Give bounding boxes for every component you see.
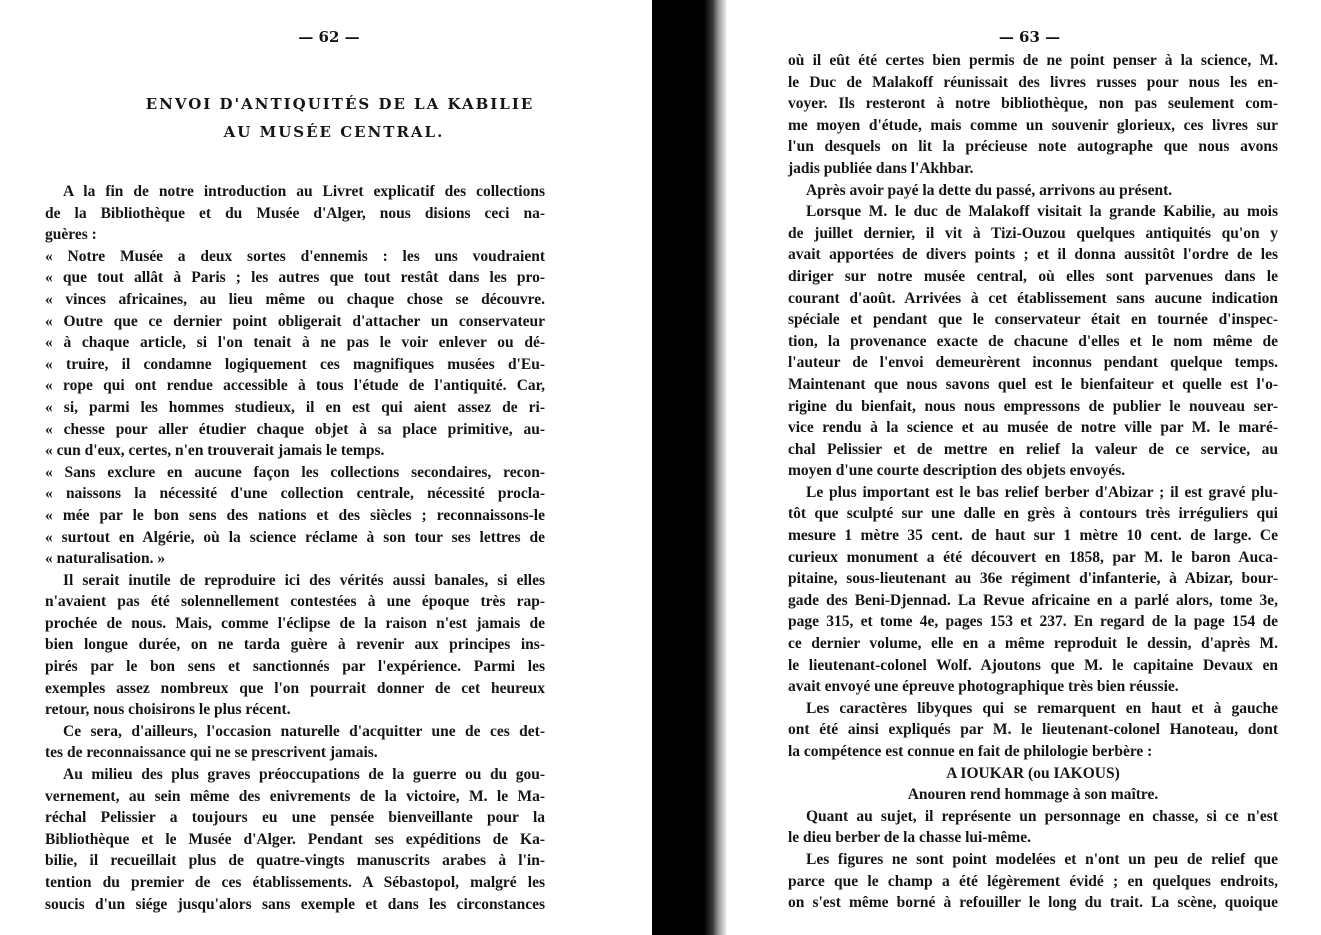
text-line: mesure 1 mètre 35 cent. de haut sur 1 mètre 10 cent. de large. Ce	[788, 527, 1278, 545]
left-page-number: — 62 —	[298, 28, 360, 46]
text-line: de la Bibliothèque et du Musée d'Alger, nous disions ceci na-	[45, 204, 545, 222]
left-page-text	[45, 181, 545, 915]
text-line: moyen d'une courte description des objets envoyés.	[788, 462, 1126, 480]
text-line: Lorsque M. le duc de Malakoff visitait la grande Kabilie, au mois	[806, 203, 1278, 221]
right-page-text	[788, 50, 1278, 914]
text-line: ce dernier volume, elle en a même reproduit le dessin, d'après M.	[788, 635, 1278, 653]
text-line: retour, nous choisirons le plus récent.	[45, 701, 291, 719]
text-line: chal Pelissier et de mettre en relief la valeur de ce service, au	[788, 440, 1278, 458]
text-line: tes de reconnaissance qui ne se prescrivent jamais.	[45, 744, 378, 762]
inscription-translation: Anouren rend hommage à son maître.	[907, 786, 1159, 804]
text-line: pirés par le bon sens et sanctionnés par l'expérience. Parmi les	[45, 658, 545, 676]
text-line: le dieu berber de la chasse lui-même.	[788, 829, 1031, 847]
text-line: avait envoyé une épreuve photographique très bien réussie.	[788, 678, 1179, 696]
text-line: pitaine, sous-lieutenant au 36e régiment d'infanterie, à Abizar, bour-	[788, 570, 1278, 588]
right-page	[726, 0, 1321, 935]
left-page	[0, 0, 652, 935]
text-line: tôt que sculpté sur une dalle en grès à contours très irréguliers qui	[788, 505, 1278, 523]
article-title-line-1: ENVOI D'ANTIQUITÉS DE LA KABILIE	[145, 95, 535, 113]
text-line: on s'est même borné à refouiller le long du trait. La scène, quoique	[788, 894, 1278, 912]
text-line: diriger sur notre musée central, où elles sont parvenues dans le	[788, 267, 1278, 285]
text-line: « naissons la nécessité d'une collection centrale, nécessité procla-	[45, 485, 545, 503]
text-line: le Duc de Malakoff réunissait des livres russes pour nous les en-	[788, 73, 1278, 91]
text-line: soucis d'un siége jusqu'alors sans exemple et dans les circonstances	[45, 895, 545, 913]
book-gutter-shadow	[652, 0, 726, 935]
text-line: Ce sera, d'ailleurs, l'occasion naturelle d'acquitter une de ces det-	[63, 722, 545, 740]
text-line: curieux monument a été découvert en 1858, par M. le baron Auca-	[788, 548, 1278, 566]
text-line: réchal Pelissier a toujours eu une pensée bienveillante pour la	[45, 809, 545, 827]
text-line: rigine du bienfait, nous nous empressons de publier le nouveau ser-	[788, 397, 1278, 415]
text-line: Il serait inutile de reproduire ici des vérités aussi banales, si elles	[63, 571, 545, 589]
text-line: A la fin de notre introduction au Livret explicatif des collections	[63, 183, 545, 200]
text-line: vice rendu à la science et au musée de notre ville par M. le maré-	[788, 419, 1278, 437]
text-line: « cun d'eux, certes, n'en trouverait jamais le temps.	[45, 442, 385, 460]
text-line: « rope qui ont rendue accessible à tous l'étude de l'antiquité. Car,	[45, 377, 545, 395]
text-line: « à chaque article, si l'on tenait à ne pas le voir enlever ou dé-	[45, 334, 545, 352]
text-line: de juillet dernier, il vit à Tizi-Ouzou quelques antiquités qu'on y	[788, 224, 1278, 242]
text-line: « Outre que ce dernier point obligerait d'attacher un conservateur	[45, 312, 545, 330]
article-title-line-2: AU MUSÉE CENTRAL.	[223, 123, 445, 141]
text-line: spéciale et pendant que le conservateur était en tournée d'inspec-	[788, 311, 1278, 329]
text-line: « que tout allât à Paris ; les autres que tout restât dans les pro-	[45, 269, 545, 287]
text-line: Bibliothèque et le Musée d'Alger. Pendant ses expéditions de Ka-	[45, 830, 545, 848]
text-line: « mée par le bon sens des nations et des siècles ; reconnaissons-le	[45, 506, 545, 524]
text-line: où il eût été certes bien permis de ne point penser à la science, M.	[788, 52, 1278, 69]
text-line: tention du premier de ces établissements. A Sébastopol, malgré les	[45, 874, 545, 891]
text-line: Le plus important est le bas relief berber d'Abizar ; il est gravé plu-	[806, 483, 1278, 501]
text-line: l'un desquels on lit la précieuse note autographe que nous avons	[788, 138, 1278, 156]
text-line: n'avaient pas été solennellement contestées à une époque très rap-	[45, 593, 545, 611]
text-line: parce que le champ a été légèrement évidé ; en quelques endroits,	[788, 872, 1278, 890]
text-line: « naturalisation. »	[45, 550, 166, 568]
text-line: Les caractères libyques qui se remarquent en haut et à gauche	[806, 699, 1278, 717]
text-line: courant d'août. Arrivées à cet établissement sans aucune indication	[788, 289, 1278, 307]
text-line: bilie, il recueillait plus de quatre-vingts manuscrits arabes à l'in-	[45, 852, 545, 870]
text-line: guères :	[45, 226, 97, 244]
text-line: Quant au sujet, il représente un personnage en chasse, si ce n'est	[806, 807, 1278, 825]
text-line: jadis publiée dans l'Akhbar.	[788, 159, 974, 177]
text-line: « surtout en Algérie, où la science réclame à son tour ses lettres de	[45, 528, 545, 546]
text-line: gade des Beni-Djennad. La Revue africaine en a parlé alors, tome 3e,	[788, 591, 1278, 609]
text-line: la compétence est connue en fait de philologie berbère :	[788, 743, 1153, 760]
text-line: « si, parmi les hommes studieux, il en est qui aient assez de ri-	[45, 398, 545, 416]
right-page-number: — 63 —	[998, 28, 1061, 46]
text-line: avait apportées de divers points ; et il donna aussitôt l'ordre de les	[788, 246, 1278, 264]
text-line: « Notre Musée a deux sortes d'ennemis : les uns voudraient	[45, 247, 545, 265]
text-line: bien longue durée, on ne tarda guère à revenir aux principes ins-	[45, 636, 545, 654]
text-line: exemples assez nombreux que l'on pourrait donner de cet heureux	[45, 679, 545, 697]
text-line: ont été ainsi expliqués par M. le lieutenant-colonel Hanoteau, dont	[788, 721, 1278, 739]
text-line: Maintenant que nous savons quel est le bienfaiteur et quelle est l'o-	[788, 375, 1278, 393]
text-line: « truire, il condamne logiquement ces magnifiques musées d'Eu-	[45, 355, 545, 373]
text-line: le lieutenant-colonel Wolf. Ajoutons que M. le capitaine Devaux en	[788, 656, 1278, 674]
text-line: me moyen d'étude, mais comme un souvenir glorieux, ces livres sur	[788, 116, 1278, 134]
text-line: « Sans exclure en aucune façon les collections secondaires, recon-	[45, 463, 545, 481]
text-line: vernement, au sein même des enivrements de la victoire, M. le Ma-	[45, 787, 545, 805]
text-line: Les figures ne sont point modelées et n'ont un peu de relief que	[806, 850, 1278, 868]
inscription-heading: A IOUKAR (ou IAKOUS)	[946, 764, 1120, 782]
text-line: prochée de nous. Mais, comme l'éclipse de la raison n'est jamais de	[45, 614, 545, 632]
text-line: « chesse pour aller étudier chaque objet à sa place primitive, au-	[45, 420, 545, 438]
text-line: voyer. Ils resteront à notre bibliothèque, non pas seulement com-	[788, 95, 1278, 113]
text-line: Au milieu des plus graves préoccupations de la guerre ou du gou-	[63, 766, 545, 784]
text-line: l'auteur de l'envoi demeurèrent inconnus pendant quelque temps.	[788, 354, 1278, 372]
text-line: page 315, et tome 4e, pages 153 et 237. En regard de la page 154 de	[788, 613, 1278, 631]
text-line: tion, la provenance exacte de chacune d'elles et le nom même de	[788, 332, 1278, 350]
text-line: Après avoir payé la dette du passé, arrivons au présent.	[806, 181, 1173, 199]
text-line: « vinces africaines, au lieu même ou chaque chose se découvre.	[45, 290, 545, 308]
